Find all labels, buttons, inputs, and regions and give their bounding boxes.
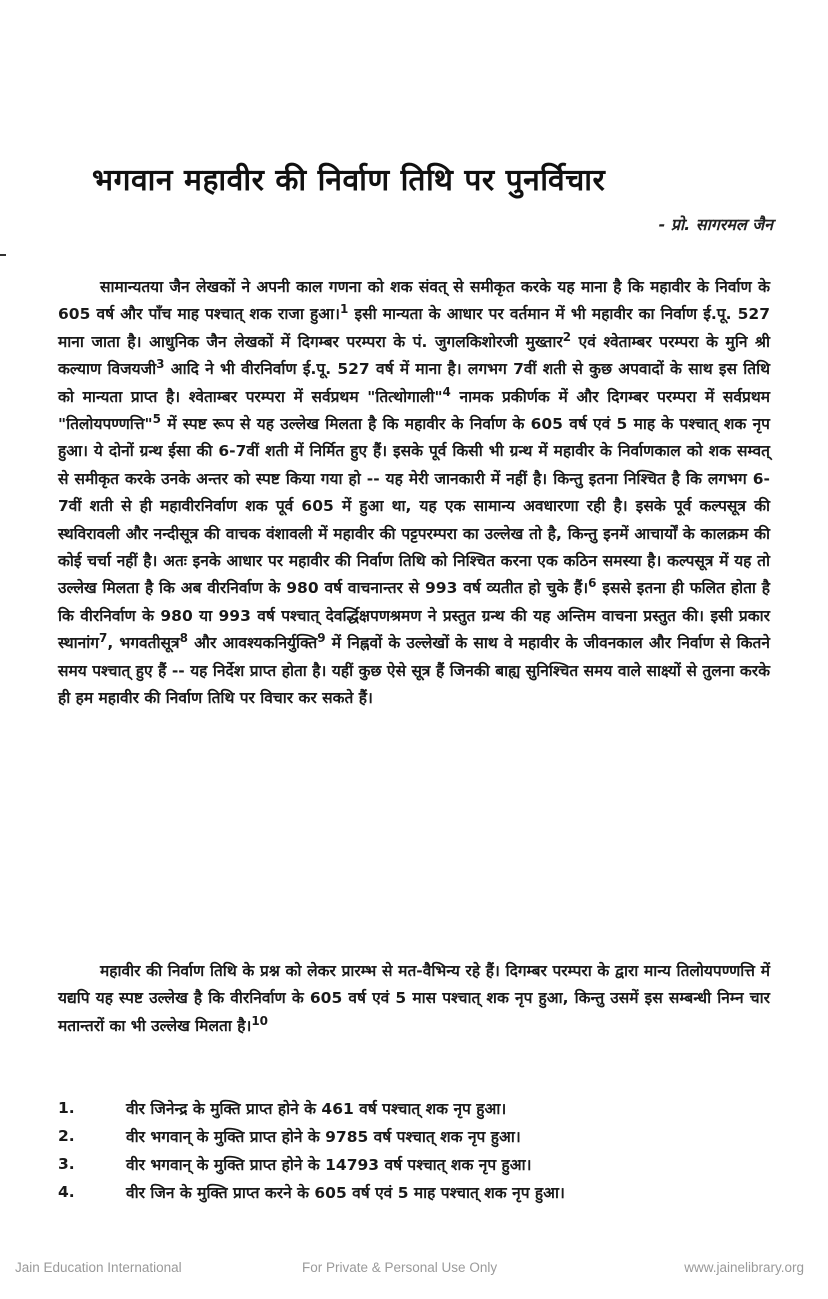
list-text: वीर भगवान् के मुक्ति प्राप्त होने के 14793 वर्ष पश्चात् शक नृप हुआ।: [126, 1156, 532, 1174]
list-item: [58, 1094, 770, 1122]
list-text: वीर जिनेन्द्र के मुक्ति प्राप्त होने के 461 वर्ष पश्चात् शक नृप हुआ।: [126, 1100, 507, 1118]
list-number: 1.: [58, 1099, 75, 1117]
list-number: 4.: [58, 1183, 75, 1201]
list-text: वीर भगवान् के मुक्ति प्राप्त होने के 9785 वर्ष पश्चात् शक नृप हुआ।: [126, 1128, 521, 1146]
footnote-ref-10[interactable]: 10: [251, 1013, 269, 1028]
list-number: 2.: [58, 1127, 75, 1145]
text-run: नामक प्रकीर्णक में और दिगम्बर परम्परा में सर्वप्रथम "तिलोयपण्णत्ति": [58, 387, 770, 434]
footnote-ref-4[interactable]: 4: [442, 384, 451, 399]
text-run: एवं श्वेताम्बर परम्परा के मुनि श्री कल्याण विजयजी: [58, 332, 770, 379]
list-number: 3.: [58, 1155, 75, 1173]
text-run: इससे इतना ही फलित होता है कि वीरनिर्वाण के 980 या 993 वर्ष पश्चात् देवर्द्धिक्षपणश्रमण ने प्रस्तुत ग्रन्थ की यह अन्तिम वाचना प्रस्तुत की। इसी प्रकार स्थानांग: [58, 579, 770, 653]
numbered-list: [58, 1094, 770, 1206]
footnote-ref-5[interactable]: 5: [152, 411, 161, 426]
list-text: वीर जिन के मुक्ति प्राप्त करने के 605 वर्ष एवं 5 माह पश्चात् शक नृप हुआ।: [126, 1184, 565, 1202]
text-run: में निह्नवों के उल्लेखों के साथ वे महावीर के जीवनकाल और निर्वाण से कितने समय पश्चात् हुए हैं -- यह निर्देश प्राप्त होता है। यहीं कुछ ऐसे सूत्र हैं जिनकी बाह्य सुनिश्चित समय वाले साक्ष्यों से तुलना करके ही हम महावीर की निर्वाण तिथि पर विचार कर सकते हैं।: [58, 634, 770, 708]
text-run: और आवश्यकनिर्युक्ति: [187, 634, 318, 653]
text-run: आदि ने भी वीरनिर्वाण ई.पू. 527 वर्ष में माना है। लगभग 7वीं शती से कुछ अपवादों के साथ इस तिथि को मान्यता प्राप्त है। श्वेताम्बर परम्परा में सर्वप्रथम "तित्थोगाली": [58, 360, 771, 406]
text-run: सामान्यतया जैन लेखकों ने अपनी काल गणना को शक संवत् से समीकृत करके यह माना है कि महावीर के निर्वाण के 605 वर्ष और पाँच माह पश्चात् शक राजा हुआ।: [58, 278, 770, 324]
author-byline: - प्रो. सागरमल जैन: [658, 215, 773, 234]
paragraph-2: [58, 958, 770, 1040]
list-item: [58, 1178, 770, 1206]
footnote-ref-8[interactable]: 8: [179, 631, 188, 646]
footnote-ref-3[interactable]: 3: [156, 357, 165, 372]
footnote-ref-1[interactable]: 1: [339, 302, 349, 317]
footer-website-link[interactable]: www.jainelibrary.org: [684, 1260, 804, 1275]
footer-publisher: Jain Education International: [15, 1260, 182, 1275]
text-run: महावीर की निर्वाण तिथि के प्रश्न को लेकर प्रारम्भ से मत-वैभिन्य रहे हैं। दिगम्बर परम्परा के द्वारा मान्य तिलोयपण्णत्ति में यद्यपि यह स्पष्ट उल्लेख है कि वीरनिर्वाण के 605 वर्ष एवं 5 मास पश्चात् शक नृप हुआ, किन्तु उसमें इस सम्बन्धी निम्न चार मतान्तरों का भी उल्लेख मिलता है।: [58, 962, 770, 1035]
list-item: [58, 1150, 770, 1178]
footnote-ref-9[interactable]: 9: [317, 631, 326, 646]
footnote-ref-7[interactable]: 7: [98, 631, 108, 646]
text-run: , भगवतीसूत्र: [107, 634, 180, 653]
footer-usage-note: For Private & Personal Use Only: [302, 1260, 498, 1275]
margin-mark: [0, 254, 6, 256]
text-run: इसी मान्यता के आधार पर वर्तमान में भी महावीर का निर्वाण ई.पू. 527 माना जाता है। आधुनिक जैन लेखकों में दिगम्बर परम्परा के पं. जुगलकिशोरजी मुख्तार: [58, 305, 770, 351]
text-run: में स्पष्ट रूप से यह उल्लेख मिलता है कि महावीर के निर्वाण के 605 वर्ष एवं 5 माह के पश्चात् शक नृप हुआ। ये दोनों ग्रन्थ ईसा की 6-7वीं शती में निर्मित हुए हैं। इसके पूर्व किसी भी ग्रन्थ में महावीर के निर्वाणकाल को शक सम्वत् से समीकृत करके उनके अन्तर को स्पष्ट किया गया हो -- यह मेरी जानकारी में नहीं है। किन्तु इतना निश्चित है कि लगभग 6-7वीं शती से ही महावीरनिर्वाण शक पूर्व 605 में हुआ था, यह एक सामान्य अवधारणा रही है। इसके पूर्व कल्पसूत्र की स्थविरावली और नन्दीसूत्र की वाचक वंशावली में महावीर की पट्टपरम्परा का उल्लेख तो है, किन्तु इनमें आचार्यों के कालक्रम की कोई चर्चा नहीं है। अतः इनके आधार पर महावीर की निर्वाण तिथि को निश्चित करना एक कठिन समस्या है। कल्पसूत्र में यह तो उल्लेख मिलता है कि अब वीरनिर्वाण के 980 वर्ष वाचनान्तर से 993 वर्ष व्यतीत हो चुके हैं।: [58, 415, 770, 598]
article-title: भगवान महावीर की निर्वाण तिथि पर पुनर्विचार: [92, 163, 606, 198]
paragraph-1: [58, 274, 770, 713]
footnote-ref-2[interactable]: 2: [562, 329, 572, 344]
footnote-ref-6[interactable]: 6: [588, 576, 597, 591]
list-item: [58, 1122, 770, 1150]
